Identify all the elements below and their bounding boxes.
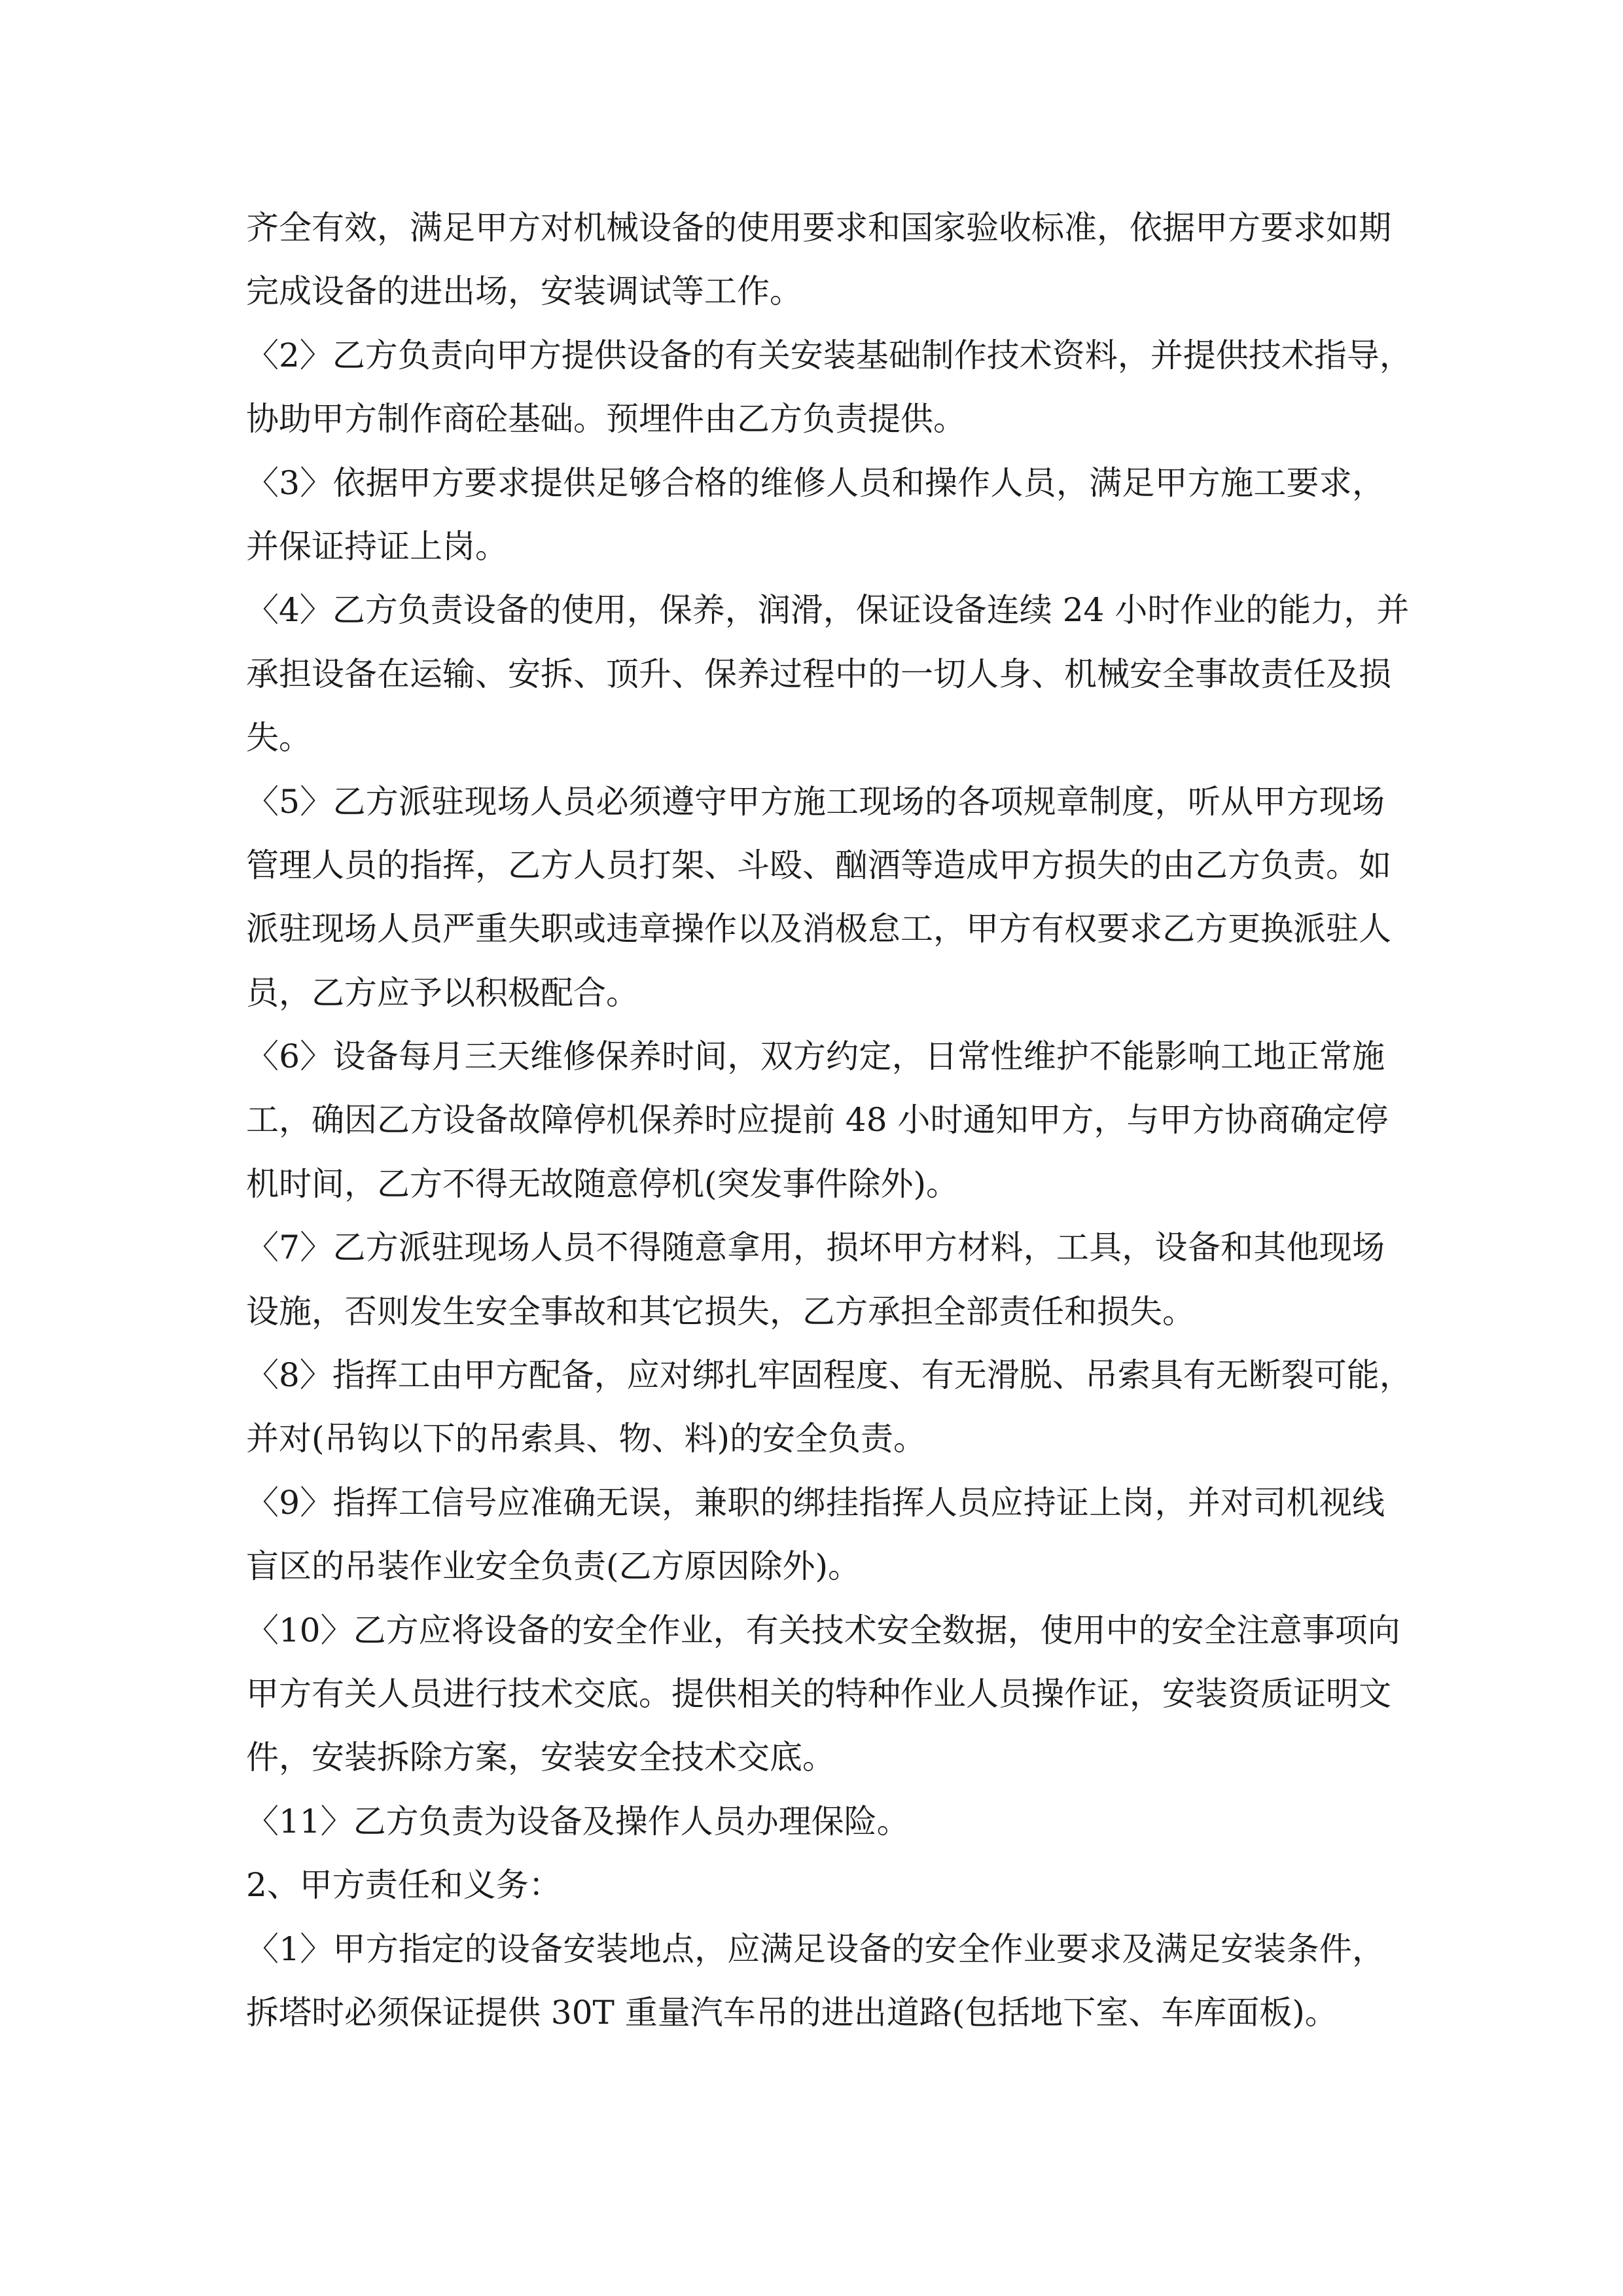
text-line: 〈11〉乙方负责为设备及操作人员办理保险。: [246, 1802, 910, 1840]
text-line: 〈9〉指挥工信号应准确无误，兼职的绑挂指挥人员应持证上岗，并对司机视线: [246, 1483, 1385, 1522]
text-line: 机时间，乙方不得无故随意停机(突发事件除外)。: [246, 1164, 959, 1203]
text-line: 并保证持证上岗。: [246, 527, 508, 565]
text-line: 〈7〉乙方派驻现场人员不得随意拿用，损坏甲方材料，工具，设备和其他现场: [246, 1229, 1385, 1267]
text-line: 员，乙方应予以积极配合。: [246, 973, 639, 1012]
text-line: 工，确因乙方设备故障停机保养时应提前 48 小时通知甲方，与甲方协商确定停: [246, 1101, 1389, 1139]
text-line: 并对(吊钩以下的吊索具、物、料)的安全负责。: [246, 1420, 927, 1458]
text-line: 盲区的吊装作业安全负责(乙方原因除外)。: [246, 1547, 861, 1586]
text-line: 派驻现场人员严重失职或违章操作以及消极怠工，甲方有权要求乙方更换派驻人: [246, 910, 1391, 948]
text-line: 承担设备在运输、安拆、顶升、保养过程中的一切人身、机械安全事故责任及损: [246, 655, 1391, 693]
section-heading: 2、甲方责任和义务：: [246, 1866, 562, 1905]
text-line: 拆塔时必须保证提供 30T 重量汽车吊的进出道路(包括地下室、车库面板)。: [246, 1993, 1338, 2032]
text-line: 〈8〉指挥工由甲方配备，应对绑扎牢固程度、有无滑脱、吊索具有无断裂可能，: [246, 1356, 1412, 1395]
text-line: 〈10〉乙方应将设备的安全作业，有关技术安全数据，使用中的安全注意事项向: [246, 1611, 1400, 1649]
text-line: 〈5〉乙方派驻现场人员必须遵守甲方施工现场的各项规章制度，听从甲方现场: [246, 782, 1385, 821]
text-line: 甲方有关人员进行技术交底。提供相关的特种作业人员操作证，安装资质证明文: [246, 1674, 1391, 1713]
text-line: 〈1〉甲方指定的设备安装地点，应满足设备的安全作业要求及满足安装条件，: [246, 1929, 1385, 1968]
text-line: 齐全有效，满足甲方对机械设备的使用要求和国家验收标准，依据甲方要求如期: [246, 209, 1391, 247]
document-body: [246, 196, 1412, 2045]
text-line: 失。: [246, 719, 312, 757]
text-line: 〈2〉乙方负责向甲方提供设备的有关安装基础制作技术资料，并提供技术指导，: [246, 336, 1412, 374]
text-line: 〈6〉设备每月三天维修保养时间，双方约定，日常性维护不能影响工地正常施: [246, 1037, 1385, 1076]
text-line: 〈3〉依据甲方要求提供足够合格的维修人员和操作人员，满足甲方施工要求，: [246, 463, 1385, 502]
text-line: 件，安装拆除方案，安装安全技术交底。: [246, 1738, 835, 1777]
text-line: 完成设备的进出场，安装调试等工作。: [246, 272, 802, 311]
text-line: 〈4〉乙方负责设备的使用，保养，润滑，保证设备连续 24 小时作业的能力，并: [246, 591, 1410, 630]
text-line: 协助甲方制作商砼基础。预埋件由乙方负责提供。: [246, 400, 966, 439]
text-line: 管理人员的指挥，乙方人员打架、斗殴、酗酒等造成甲方损失的由乙方负责。如: [246, 846, 1391, 884]
text-line: 设施，否则发生安全事故和其它损失，乙方承担全部责任和损失。: [246, 1292, 1195, 1331]
